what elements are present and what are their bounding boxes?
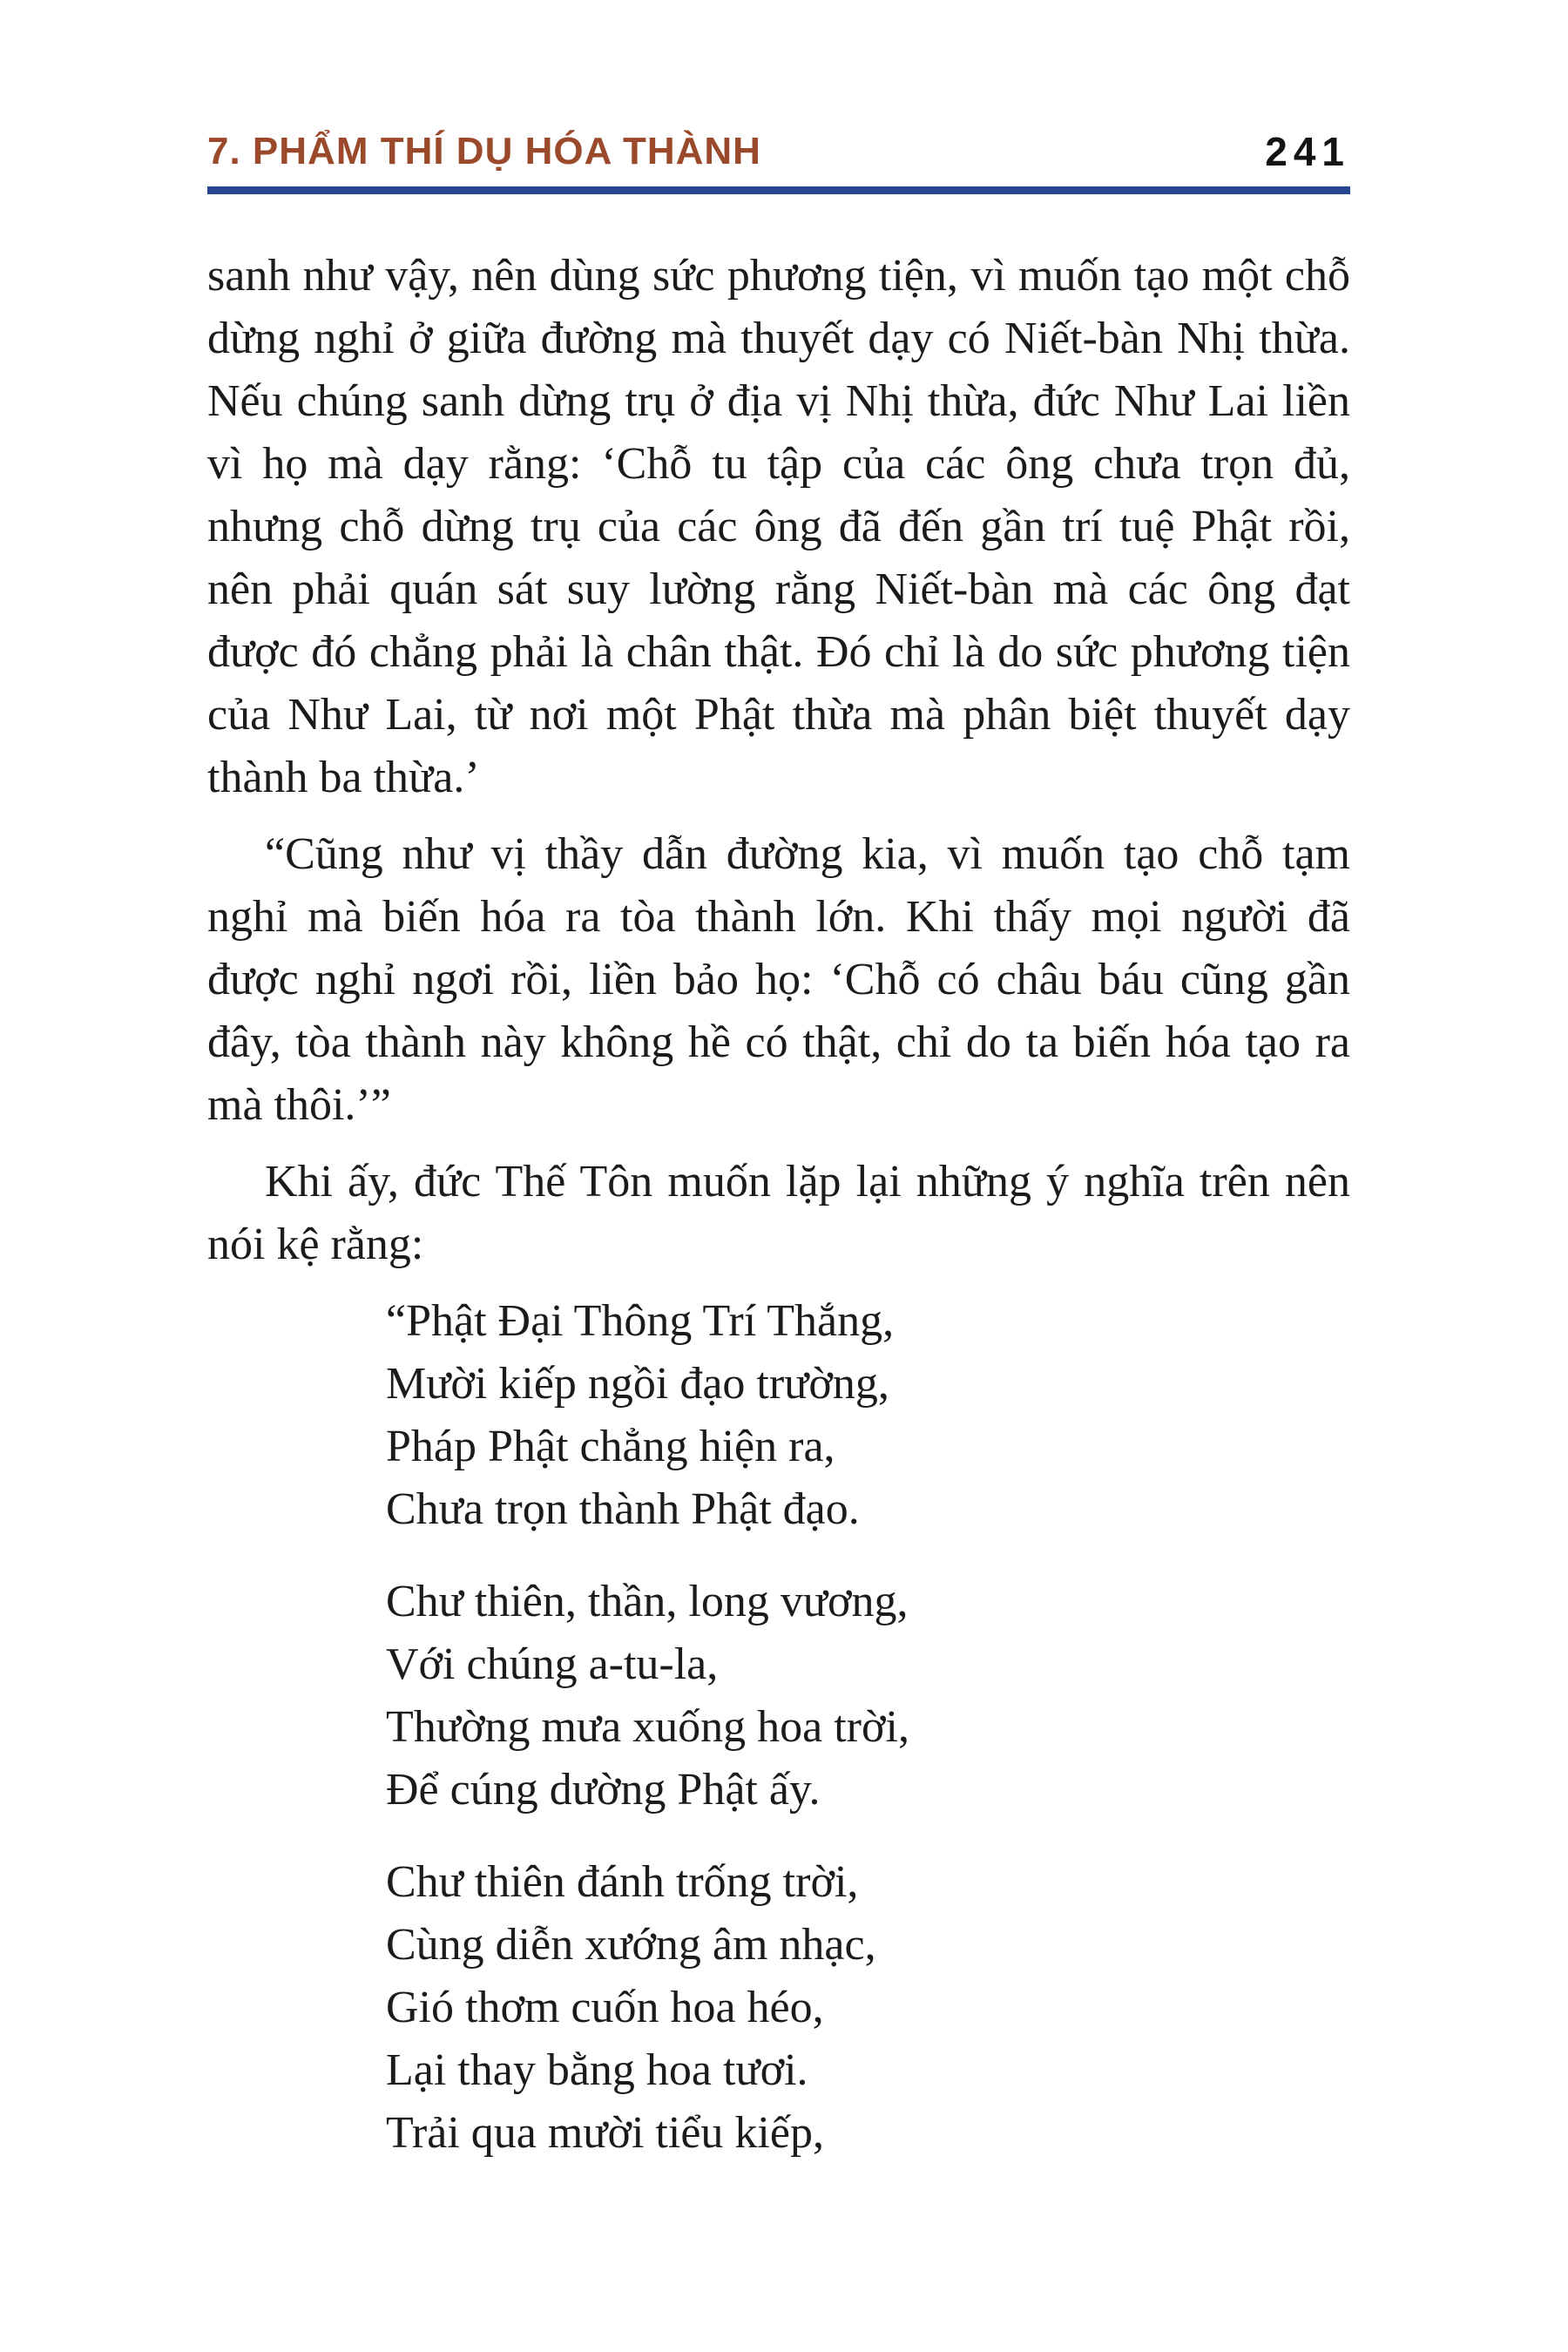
verse-line: Pháp Phật chẳng hiện ra, [386, 1422, 835, 1471]
chapter-title: 7. PHẨM THÍ DỤ HÓA THÀNH [207, 130, 761, 172]
page-number: 241 [1265, 129, 1350, 174]
verse-line: Thường mưa xuống hoa trời, [386, 1702, 909, 1752]
verse-stanza [386, 1290, 1350, 1541]
verse-stanza [386, 1851, 1350, 2165]
verse-stanza [386, 1571, 1350, 1821]
verse-line: Chưa trọn thành Phật đạo. [386, 1484, 860, 1534]
verse-line: Chư thiên, thần, long vương, [386, 1577, 909, 1626]
verse-line: Gió thơm cuốn hoa héo, [386, 1983, 824, 2032]
body-paragraph: sanh như vậy, nên dùng sức phương tiện, vì muốn tạo một chỗ dừng nghỉ ở giữa đường mà thuyết dạy có Niết-bàn Nhị thừa. Nếu chúng sanh dừng trụ ở địa vị Nhị thừa, đức Như Lai liền vì họ mà dạy rằng: ‘Chỗ tu tập của các ông chưa trọn đủ, nhưng chỗ dừng trụ của các ông đã đến gần trí tuệ Phật rồi, nên phải quán sát suy lường rằng Niết-bàn mà các ông đạt được đó chẳng phải là chân thật. Đó chỉ là do sức phương tiện của Như Lai, từ nơi một Phật thừa mà phân biệt thuyết dạy thành ba thừa.’ [207, 251, 1350, 802]
verse-line: Lại thay bằng hoa tươi. [386, 2045, 808, 2095]
verse-line: Chư thiên đánh trống trời, [386, 1857, 859, 1907]
verse-line: Để cúng dường Phật ấy. [386, 1765, 821, 1815]
header-divider [207, 186, 1350, 194]
body-paragraph: Khi ấy, đức Thế Tôn muốn lặp lại những ý nghĩa trên nên nói kệ rằng: [207, 1157, 1350, 1269]
body-paragraph: “Cũng như vị thầy dẫn đường kia, vì muốn tạo chỗ tạm nghỉ mà biến hóa ra tòa thành lớn. Khi thấy mọi người đã được nghỉ ngơi rồi, liền bảo họ: ‘Chỗ có châu báu cũng gần đây, tòa thành này không hề có thật, chỉ do ta biến hóa tạo ra mà thôi.’” [207, 829, 1350, 1130]
page-header [207, 129, 1350, 174]
verse-line: Mười kiếp ngồi đạo trường, [386, 1359, 889, 1409]
page-body [207, 245, 1350, 2165]
verse-line: “Phật Đại Thông Trí Thắng, [386, 1296, 895, 1346]
verse-line: Cùng diễn xướng âm nhạc, [386, 1920, 876, 1970]
verse-line: Với chúng a-tu-la, [386, 1639, 719, 1689]
verse-line: Trải qua mười tiểu kiếp, [386, 2108, 824, 2158]
